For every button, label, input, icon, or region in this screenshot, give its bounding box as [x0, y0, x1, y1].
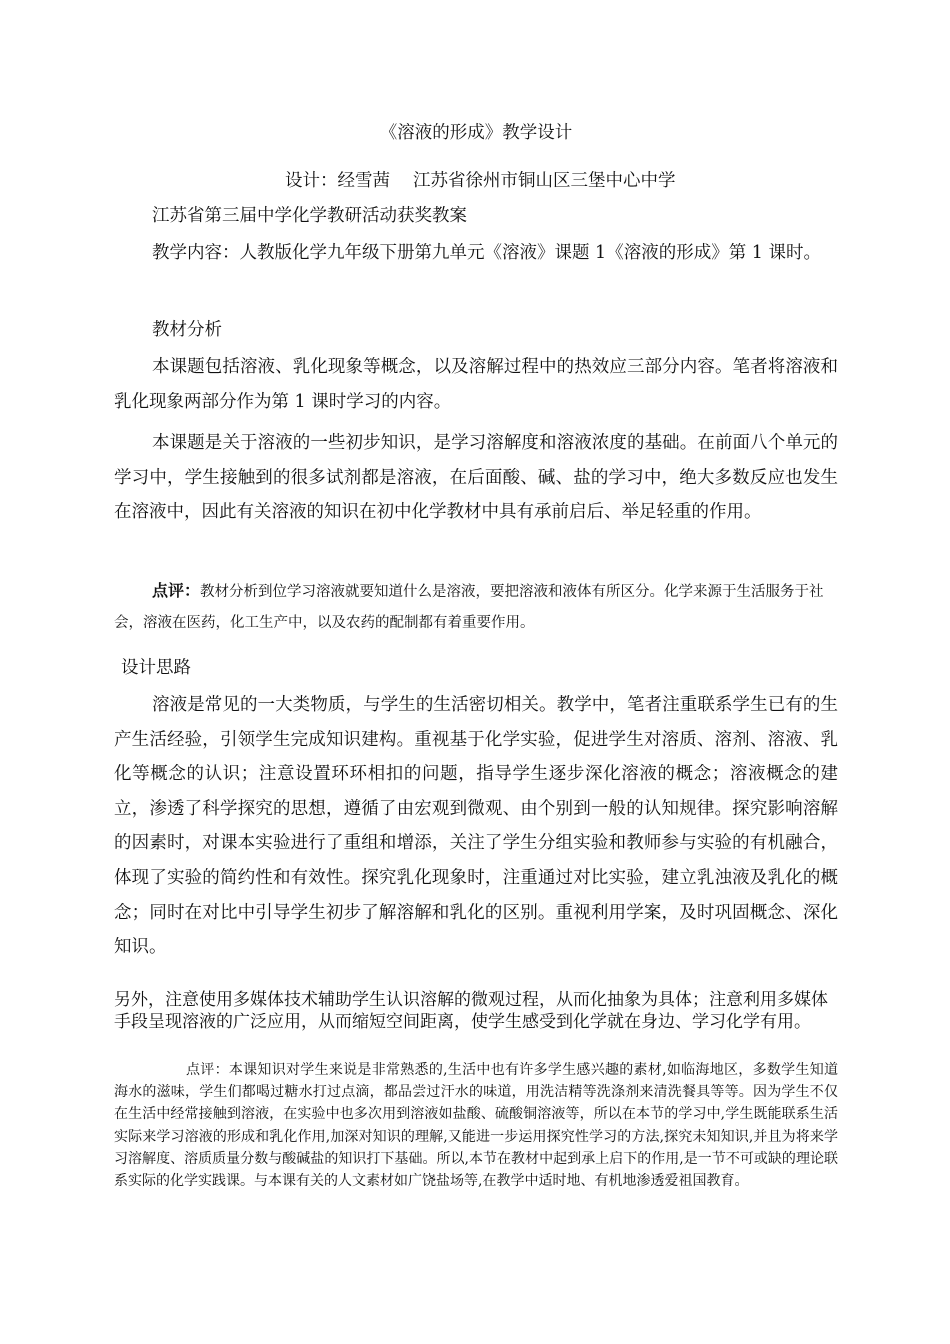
- award-line: 江苏省第三届中学化学教研活动获奖教案: [152, 206, 467, 226]
- comment-2-label: 点评：: [186, 1062, 229, 1078]
- teaching-content: 教学内容：人教版化学九年级下册第九单元《溶液》课题 1《溶液的形成》第 1 课时。: [152, 243, 821, 263]
- material-paragraph-1: 本课题包括溶液、乳化现象等概念，以及溶解过程中的热效应三部分内容。笔者将溶液和乳化现象两部分作为第 1 课时学习的内容。: [114, 357, 838, 412]
- comment-1-text: 教材分析到位学习溶液就要知道什么是溶液，要把溶液和液体有所区分。化学来源于生活服务于社会，溶液在医药，化工生产中，以及农药的配制都有着重要作用。: [114, 584, 824, 631]
- comment-2-text: 本课知识对学生来说是非常熟悉的,生活中也有许多学生感兴趣的素材,如临海地区，多数学生知道海水的滋味，学生们都喝过糖水打过点滴，都品尝过汗水的味道，用洗洁精等洗涤剂来清洗餐具等等。因为学生不仅在生活中经常接触到溶液，在实验中也多次用到溶液如盐酸、硫酸铜溶液等，所以在本节的学习中,学生既能联系生活实际来学习溶液的形成和乳化作用,加深对知识的理解,又能进一步运用探究性学习的方法,探究未知知识,并且为将来学习溶解度、溶质质量分数与酸碱盐的知识打下基础。所以,本节在教材中起到承上启下的作用,是一节不可或缺的理论联系实际的化学实践课。与本课有关的人文素材如广饶盐场等,在教学中适时地、有机地渗透爱祖国教育。: [114, 1062, 838, 1190]
- design-paragraph: 溶液是常见的一大类物质，与学生的生活密切相关。教学中，笔者注重联系学生已有的生产生活经验，引领学生完成知识建构。重视基于化学实验，促进学生对溶质、溶剂、溶液、乳化等概念的认识；注意设置环环相扣的问题，指导学生逐步深化溶液的概念；溶液概念的建立，渗透了科学探究的思想，遵循了由宏观到微观、由个别到一般的认知规律。探究影响溶解的因素时，对课本实验进行了重组和增添，关注了学生分组实验和教师参与实验的有机融合，体现了实验的简约性和有效性。探究乳化现象时，注重通过对比实验，建立乳浊液及乳化的概念；同时在对比中引导学生初步了解溶解和乳化的区别。重视利用学案，及时巩固概念、深化知识。: [114, 695, 838, 958]
- document-title: 《溶液的形成》教学设计: [379, 123, 573, 143]
- comment-1-label: 点评：: [152, 581, 201, 600]
- author-line: 设计：经雪茜 江苏省徐州市铜山区三堡中心中学: [285, 171, 676, 191]
- material-paragraph-2: 本课题是关于溶液的一些初步知识，是学习溶解度和溶液浓度的基础。在前面八个单元的学习中，学生接触到的很多试剂都是溶液，在后面酸、碱、盐的学习中，绝大多数反应也发生在溶液中，因此有关溶液的知识在初中化学教材中具有承前启后、举足轻重的作用。: [114, 433, 838, 523]
- heading-design-idea: 设计思路: [121, 658, 191, 678]
- comment-2: [114, 1059, 838, 1192]
- comment-1: [114, 575, 838, 639]
- design-paragraph-multimedia: 另外，注意使用多媒体技术辅助学生认识溶解的微观过程，从而化抽象为具体；注意利用多媒体手段呈现溶液的广泛应用，从而缩短空间距离，使学生感受到化学就在身边、学习化学有用。: [114, 990, 828, 1032]
- heading-material-analysis: 教材分析: [152, 320, 222, 340]
